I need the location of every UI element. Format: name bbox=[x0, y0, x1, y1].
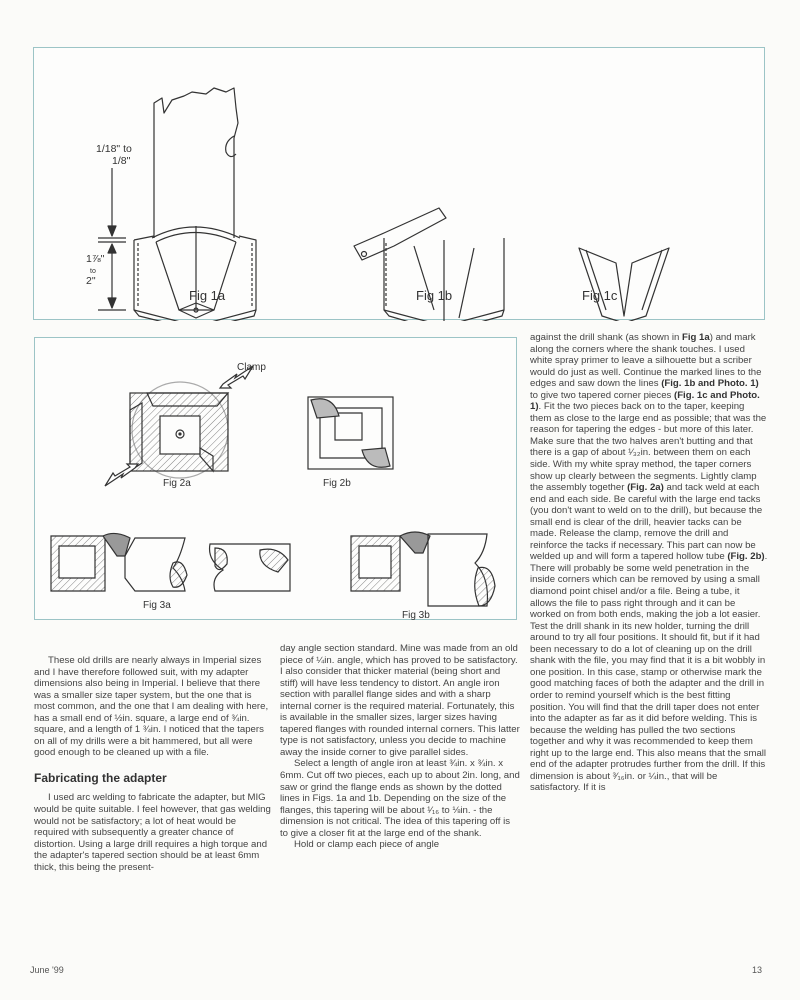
hacksaw-blade bbox=[354, 208, 446, 260]
article-column-left bbox=[34, 655, 272, 873]
page-number: 13 bbox=[752, 965, 763, 975]
dimension-length-to: to bbox=[90, 268, 96, 275]
fig-1a-label: Fig 1a bbox=[189, 288, 226, 303]
text-run: ) and mark along the corners where the shank touches. I used white spray primer to leave a silhouette but a scriber would do just as well. Continue the marked lines to the edges and saw down the lines bbox=[530, 332, 762, 390]
paragraph: Select a length of angle iron at least ¾in. x ¾in. x 6mm. Cut off two pieces, each up to about 2in. long, and saw or grind the flange ends as shown by the dotted lines in Figs. 1a and 1b. Depending on the size of the flanges, this tapering will be about ¹⁄₁₆ to ⅛in. - the dimension is not critical. The idea of this tapering off is to give a closer fit at the large end of the shank. bbox=[280, 758, 520, 839]
footer-date: June '99 bbox=[30, 965, 64, 975]
dimension-gap-from: 1/18" to bbox=[96, 143, 132, 155]
clamp-label: Clamp bbox=[237, 362, 266, 373]
figure-reference: (Fig. 1c and Photo. 1) bbox=[530, 389, 760, 413]
text-run: . There will probably be some weld penetration in the inside corners which can be removed by using a small diamond point chisel and/or a file. Being a tube, it allows the file to pass right through and it can be worked on from both ends, making the job a lot easier. Test the drill shank in its new holder, turning the drill around to try all four positions. It should fit, but if it had been necessary to do a lot of cleaning up on the drill shank with the file, you may find that it is a bit wobbly in one position. In this case, stamp or otherwise mark the good matching faces of both the adapter and the drill in order to remind yourself which is the best fitting position. You will find that the drill taper does not enter into the adapter as far as it did before welding. This is because the welding has pulled the two sections together and why it was recommended to keep them right up to the large end. This also means that the small end of the adapter protrudes further from the drill. If this dimension is about ³⁄₁₆in. or ¼in., that will be satisfactory. If it is bbox=[530, 551, 768, 794]
section-heading: Fabricating the adapter bbox=[34, 770, 167, 785]
paragraph: day angle section standard. Mine was made from an old piece of ¼in. angle, which has proved to be satisfactory. I also consider that thicker material (being short and stiff) will have less tendency to distort. An angle iron section with parallel flange sides and with a sharp internal corner is the required material. Fortunately, this is available in the smaller sizes, larger sizes having tapered flanges with rounded internal corners. This latter type is not satisfactory, unless you decide to machine away the inside corner to give parallel sides. bbox=[280, 643, 520, 758]
fig-2b-label: Fig 2b bbox=[323, 478, 351, 489]
figure-reference: Fig 1a bbox=[681, 332, 710, 343]
figure-panel-2 bbox=[34, 337, 517, 620]
figure-reference: (Fig. 2b) bbox=[727, 551, 765, 563]
text-run: to give two tapered corner pieces bbox=[530, 389, 674, 401]
figure-reference: (Fig. 2a) bbox=[627, 482, 664, 494]
fig-2a-label: Fig 2a bbox=[163, 478, 191, 489]
paragraph: Hold or clamp each piece of angle bbox=[294, 839, 440, 851]
fig-3a-label: Fig 3a bbox=[143, 600, 171, 611]
fig-3b-label: Fig 3b bbox=[402, 610, 430, 621]
drill-shank bbox=[154, 88, 238, 238]
fig1-drawings bbox=[34, 48, 766, 321]
fig-1b-label: Fig 1b bbox=[416, 288, 453, 303]
dimension-length-from: 1⅞" bbox=[86, 253, 105, 265]
figure-panel-1 bbox=[33, 47, 765, 320]
dimension-length-end: 2" bbox=[86, 275, 96, 287]
article-column-right bbox=[530, 332, 768, 794]
text-run: against the drill shank (as shown in bbox=[530, 332, 682, 343]
figure-reference: (Fig. 1b and Photo. 1) bbox=[661, 378, 759, 390]
article-column-middle bbox=[280, 643, 520, 851]
fig2-fig3-drawings bbox=[35, 338, 518, 621]
paragraph: These old drills are nearly always in Imperial sizes and I have therefore followed suit, with my adapter dimensions also being in Imperial. I believe that there was a smaller size taper system, but the one that is most common, and the one that I am dealing with here, has a small end of ½in. square, a large end of ¾in. square, and a length of 1 ¾in. I noticed that the tapers on all of my drills were a bit hammered, but all were good enough to be cleaned up with a file. bbox=[34, 655, 269, 759]
dimension-gap-to: 1/8" bbox=[112, 155, 131, 167]
text-run: . Fit the two pieces back on to the taper, keeping them as close to the large end as possible; that was the reason for tapering the edges - but more of this later. Make sure that the two halves aren't butting and that there is a gap of about ¹⁄₃₂in. between them on each side. With my white spray method, the taper corners show up clearly between the segments. Lightly clamp the assembly together bbox=[530, 401, 767, 494]
text-run: and tack weld at each end and each side. Be careful with the large end tacks (you don't want to weld on to the drill), but because the small end is clear of the drill, heavier tacks can be made. Release the clamp, remove the drill and reinforce the tacks if necessary. This part can now be welded up and will form a tapered hollow tube bbox=[530, 482, 763, 563]
fig-1c-label: Fig 1c bbox=[582, 288, 618, 303]
paragraph: I used arc welding to fabricate the adapter, but MIG would be quite suitable. I feel however, that gas welding would not be satisfactory; a lot of heat would be required with subsequently a greater chance of distortion. Using a large drill requires a high torque and the adapter's tapered section should be at least 6mm thick, this being the present- bbox=[34, 792, 271, 873]
paragraph bbox=[530, 332, 768, 794]
